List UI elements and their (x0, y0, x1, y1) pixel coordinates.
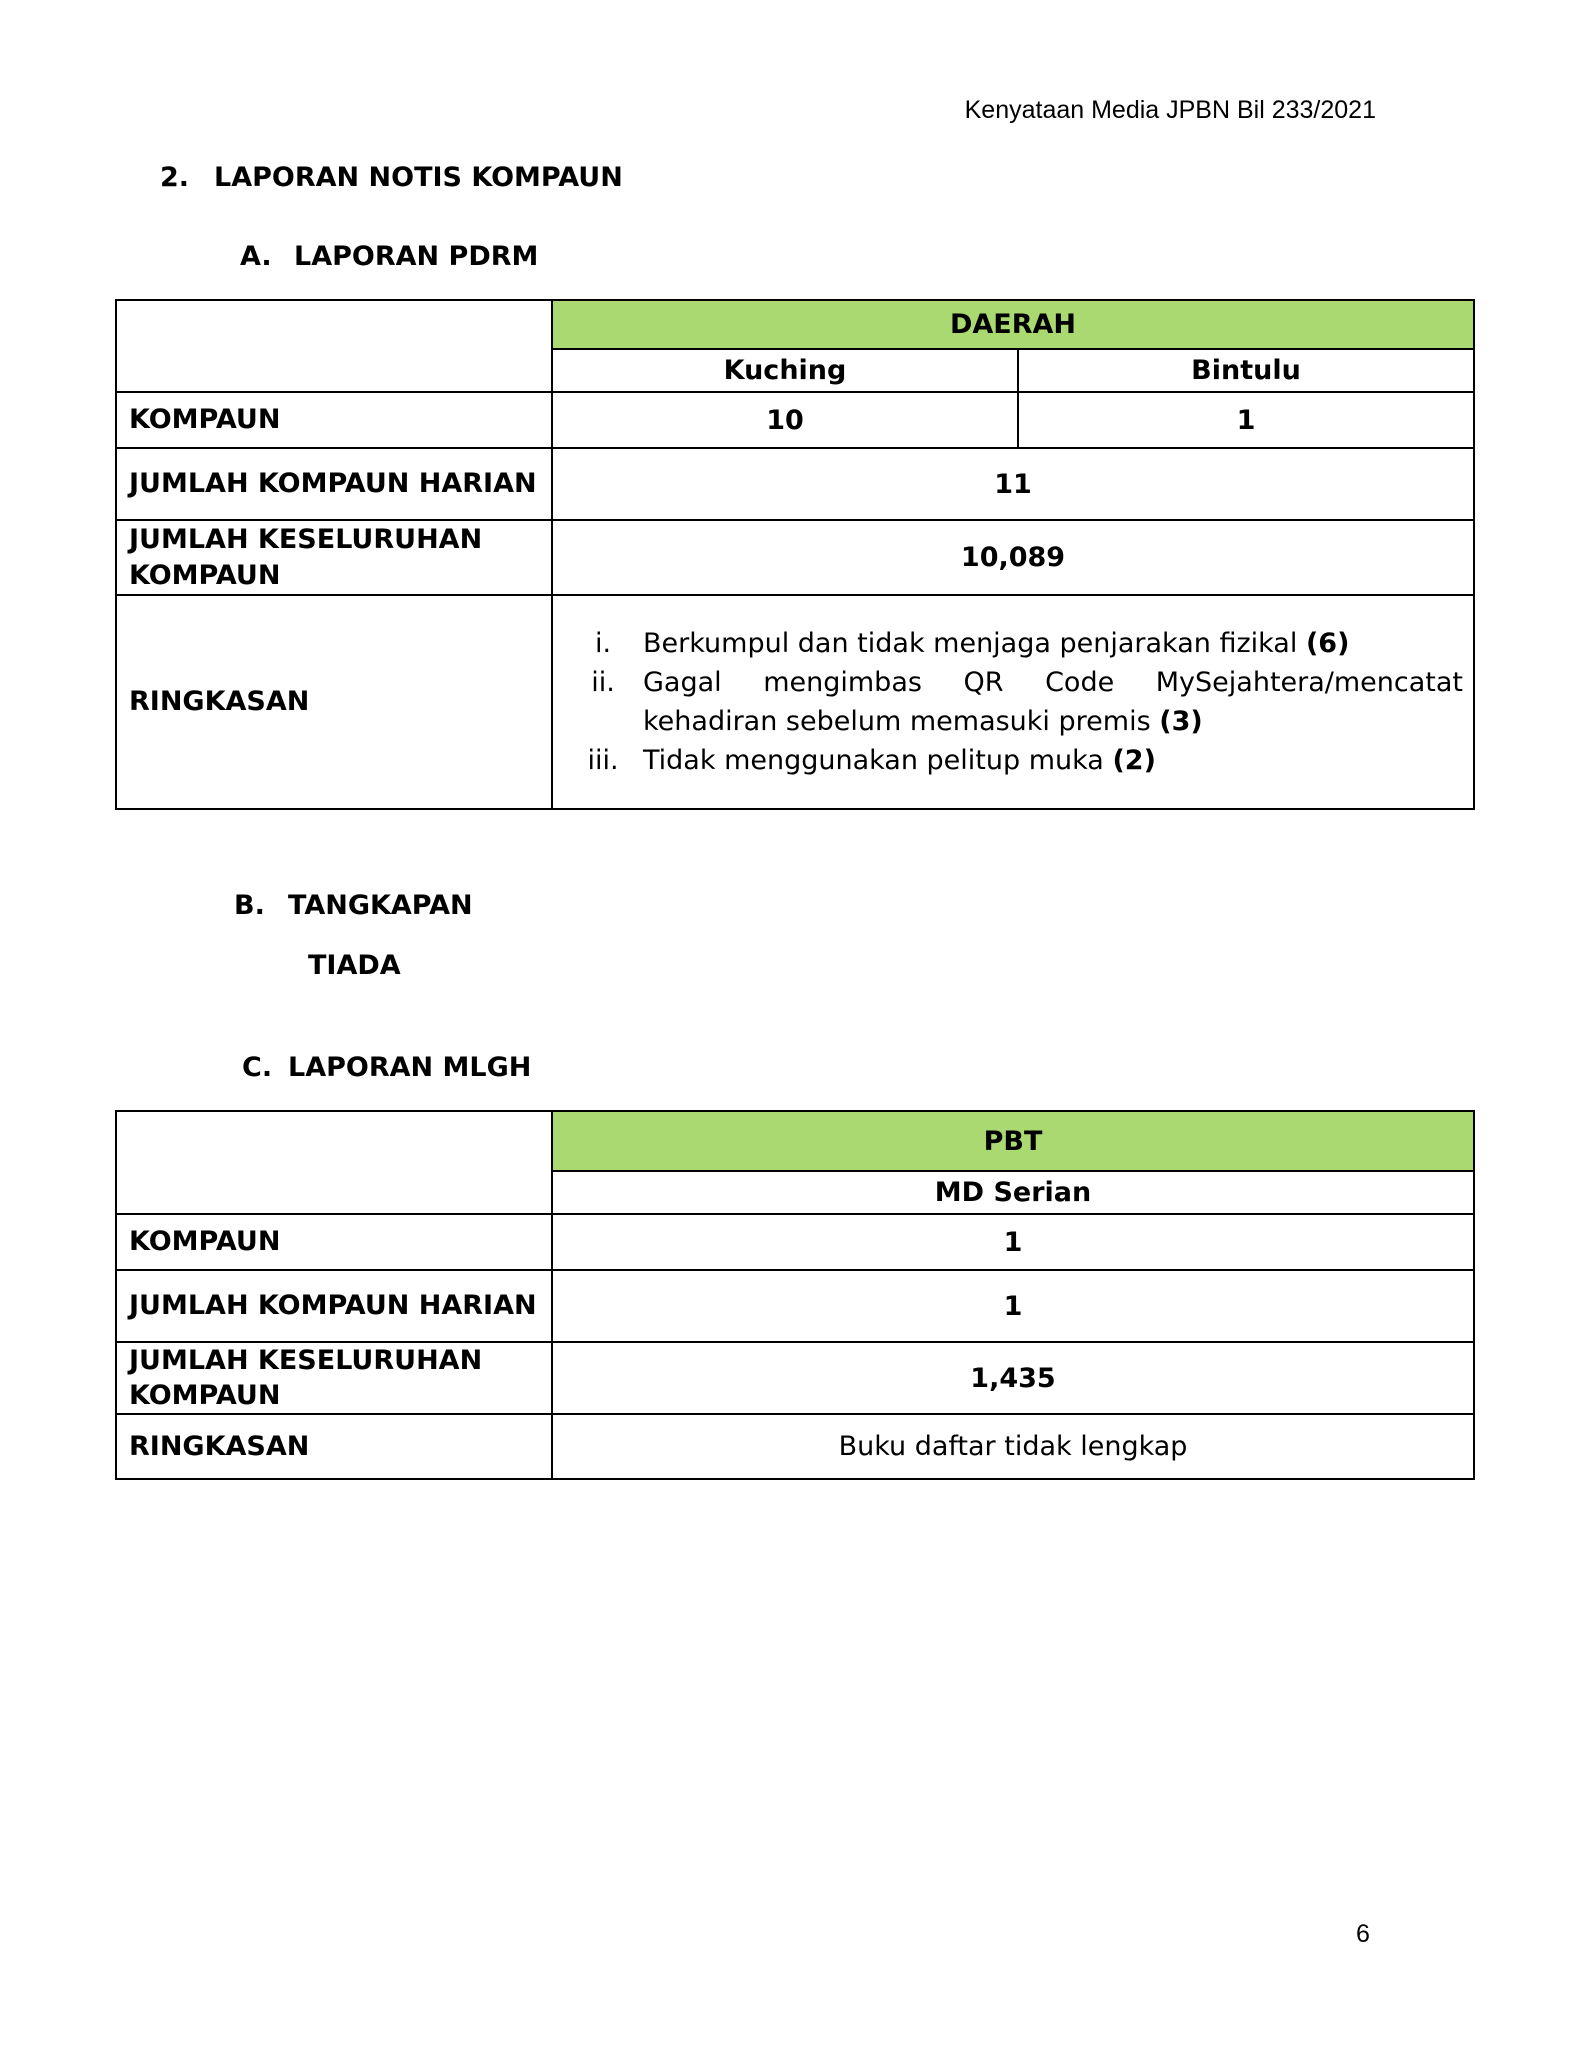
mlgh-table (115, 1110, 1475, 1480)
list-count: (3) (1159, 706, 1203, 737)
subsection-letter: C. (242, 1052, 273, 1083)
list-numeral: i. (594, 628, 612, 659)
page-number: 6 (1356, 1920, 1370, 1948)
subsection-letter: A. (240, 241, 272, 272)
harian-value: 1 (552, 1270, 1474, 1342)
subsection-heading-pdrm (240, 241, 538, 272)
table-row (116, 595, 1474, 809)
group-header-daerah: DAERAH (552, 300, 1474, 349)
list-text: Berkumpul dan tidak menjaga penjarakan fizikal (6) (643, 628, 1350, 659)
harian-value: 11 (552, 448, 1474, 520)
table-row (116, 1342, 1474, 1414)
ringkasan-value: Buku daftar tidak lengkap (552, 1414, 1474, 1479)
list-text: Gagal mengimbas QR Code MySejahtera/mencatat kehadiran sebelum memasuki premis (3) (643, 667, 1464, 737)
row-label-kompaun: KOMPAUN (116, 392, 552, 448)
authority-header: MD Serian (552, 1171, 1474, 1214)
keseluruhan-value: 10,089 (552, 520, 1474, 595)
list-count: (2) (1112, 745, 1156, 776)
district-header-bintulu: Bintulu (1018, 349, 1474, 392)
subsection-letter: B. (234, 890, 265, 921)
list-text: Tidak menggunakan pelitup muka (2) (643, 745, 1156, 776)
row-label-ringkasan: RINGKASAN (116, 595, 552, 809)
table-row (116, 448, 1474, 520)
document-reference: Kenyataan Media JPBN Bil 233/2021 (964, 96, 1376, 124)
table-row (116, 1214, 1474, 1270)
ringkasan-list-cell (552, 595, 1474, 809)
group-header-pbt: PBT (552, 1111, 1474, 1171)
subsection-heading-tangkapan (234, 890, 473, 921)
row-label-keseluruhan: JUMLAH KESELURUHAN KOMPAUN (116, 520, 552, 595)
kompaun-kuching-value: 10 (552, 392, 1018, 448)
subsection-title: LAPORAN MLGH (288, 1052, 532, 1083)
tangkapan-value: TIADA (308, 950, 401, 981)
subsection-title: LAPORAN PDRM (294, 241, 539, 272)
district-header-kuching: Kuching (552, 349, 1018, 392)
summary-list (553, 624, 1463, 780)
kompaun-bintulu-value: 1 (1018, 392, 1474, 448)
pdrm-table (115, 299, 1475, 810)
list-item (553, 741, 1463, 780)
table-row (116, 1270, 1474, 1342)
row-label-ringkasan: RINGKASAN (116, 1414, 552, 1479)
empty-corner-cell (116, 1111, 552, 1214)
list-count: (6) (1305, 628, 1350, 659)
list-item (553, 663, 1463, 741)
subsection-title: TANGKAPAN (288, 890, 473, 921)
keseluruhan-value: 1,435 (552, 1342, 1474, 1414)
row-label-kompaun: KOMPAUN (116, 1214, 552, 1270)
kompaun-value: 1 (552, 1214, 1474, 1270)
empty-corner-cell (116, 300, 552, 392)
table-row (116, 1111, 1474, 1171)
subsection-heading-mlgh (242, 1052, 531, 1083)
section-heading (160, 162, 623, 193)
row-label-harian: JUMLAH KOMPAUN HARIAN (116, 1270, 552, 1342)
row-label-keseluruhan: JUMLAH KESELURUHAN KOMPAUN (116, 1342, 552, 1414)
section-title: LAPORAN NOTIS KOMPAUN (214, 162, 623, 193)
section-number: 2. (160, 162, 190, 193)
table-row (116, 520, 1474, 595)
list-item (553, 624, 1463, 663)
table-row (116, 300, 1474, 349)
list-numeral: iii. (587, 745, 619, 776)
row-label-harian: JUMLAH KOMPAUN HARIAN (116, 448, 552, 520)
table-row (116, 392, 1474, 448)
list-numeral: ii. (591, 667, 615, 698)
table-row (116, 1414, 1474, 1479)
